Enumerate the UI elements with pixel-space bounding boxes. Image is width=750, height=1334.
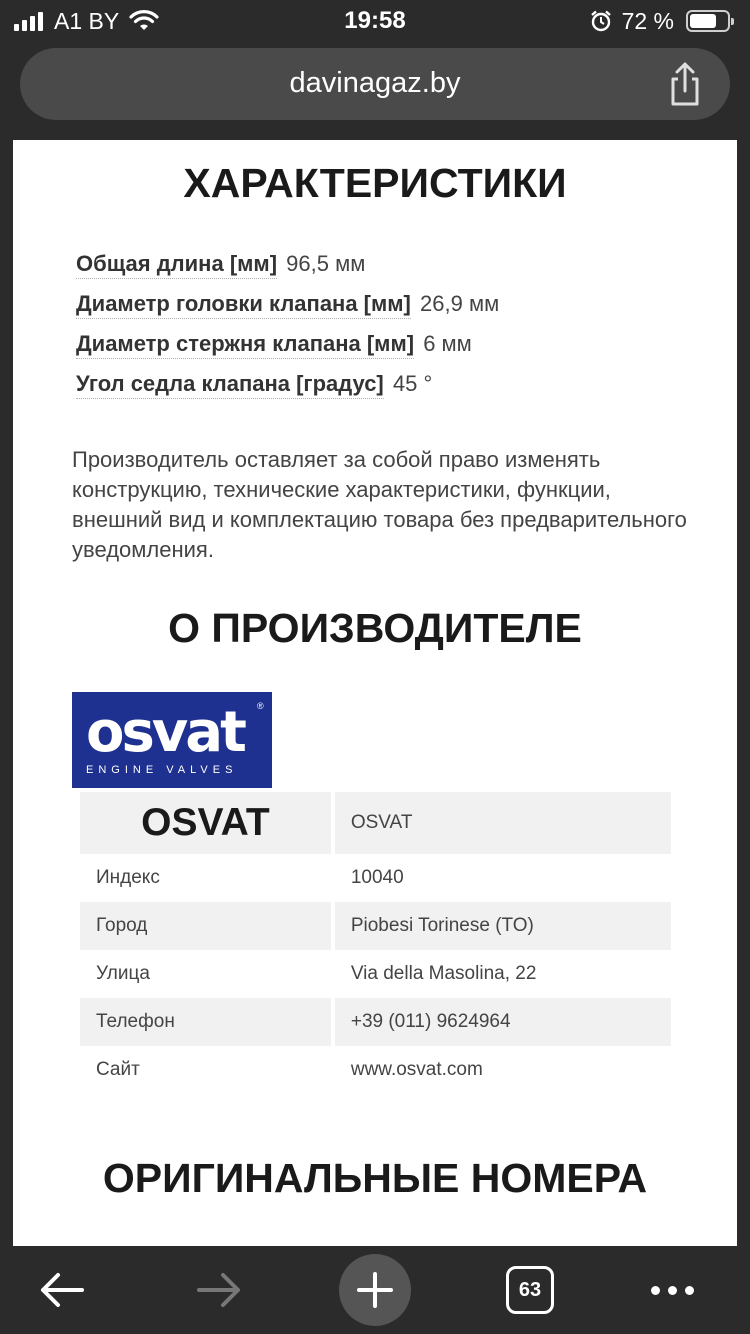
table-cell-key: Сайт [96,1059,140,1080]
plus-icon [355,1270,395,1310]
specs-list [76,248,499,408]
web-page [13,140,737,1246]
manufacturer-table [76,792,675,1094]
tab-count[interactable]: 63 [506,1266,554,1314]
characteristics-heading: ХАРАКТЕРИСТИКИ [183,160,567,206]
table-row [80,902,671,950]
table-cell-key: Индекс [96,867,160,888]
original-numbers-heading: ОРИГИНАЛЬНЫЕ НОМЕРА [102,1155,648,1201]
battery-percent: 72 % [621,7,674,34]
table-cell-key: Телефон [80,998,331,1046]
table-row [80,998,671,1046]
manufacturer-name-value: OSVAT [335,792,671,854]
osvat-logo [72,692,272,788]
forward-button[interactable] [183,1254,255,1326]
arrow-right-icon [195,1270,243,1310]
arrow-left-icon [38,1270,86,1310]
table-cell-value[interactable]: www.osvat.com [350,1059,483,1080]
registered-mark-icon: ® [257,701,264,711]
tabs-button[interactable] [494,1254,566,1326]
browser-toolbar [0,1246,750,1334]
new-tab-circle[interactable] [339,1254,411,1326]
share-icon[interactable] [664,61,706,107]
back-button[interactable] [26,1254,98,1326]
table-cell-key: Город [80,902,331,950]
table-header-row [80,792,671,854]
browser-address-area [0,42,750,140]
menu-button[interactable] [636,1254,708,1326]
spec-row [76,288,499,328]
address-bar[interactable] [20,48,730,120]
spec-value: 26,9 мм [420,291,500,316]
manufacturer-heading: О ПРОИЗВОДИТЕЛЕ [168,605,582,651]
spec-value: 6 мм [423,331,472,356]
status-bar [0,0,750,42]
spec-value: 45 ° [392,371,433,396]
table-cell-value[interactable]: +39 (011) 9624964 [335,998,671,1046]
table-cell-value: Piobesi Torinese (TO) [335,902,671,950]
alarm-icon [590,10,612,32]
battery-icon [686,10,730,32]
spec-row [76,248,499,288]
spec-key: Общая длина [мм] [76,251,277,279]
clock: 19:58 [344,7,406,34]
table-cell-value: 10040 [350,867,404,888]
more-dots-icon [651,1286,694,1295]
logo-wordmark: osvat [86,700,244,765]
spec-key: Угол седла клапана [градус] [76,371,384,399]
spec-value: 96,5 мм [286,251,366,276]
manufacturer-name: OSVAT [80,792,331,854]
spec-row [76,328,499,368]
table-cell-value: Via della Masolina, 22 [350,963,537,984]
logo-tagline: ENGINE VALVES [86,764,238,776]
table-row [80,950,671,998]
table-row [80,1046,671,1094]
table-row [80,854,671,902]
disclaimer-text: Производитель оставляет за собой право изменять конструкцию, технические характеристики, функции, внешний вид и комплектацию товара без предварительного уведомления. [72,447,687,562]
spec-key: Диаметр головки клапана [мм] [76,291,411,319]
spec-key: Диаметр стержня клапана [мм] [76,331,414,359]
url-text[interactable]: davinagaz.by [289,67,461,99]
table-cell-key: Улица [96,963,150,984]
carrier-name: A1 BY [54,7,120,34]
spec-row [76,368,499,408]
new-tab-button[interactable] [339,1254,411,1326]
